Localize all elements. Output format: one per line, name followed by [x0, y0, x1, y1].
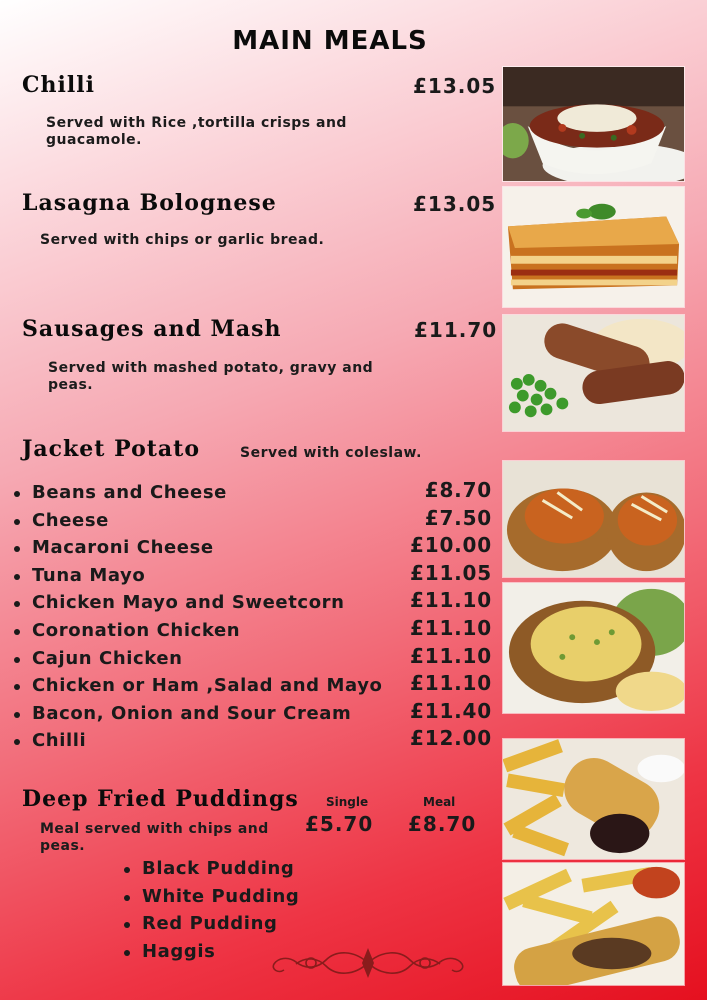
sausages-photo [502, 314, 685, 432]
lasagna-photo [502, 186, 685, 308]
meal-label: Meal [423, 795, 456, 809]
desc-chilli [46, 115, 347, 149]
dish-name-chilli: Chilli [22, 72, 95, 98]
jacket-potato-prices [396, 477, 492, 753]
desc-chilli-line2: guacamole. [46, 132, 142, 148]
desc-sausages-line2: peas. [48, 377, 94, 393]
list-item-price: £10.00 [410, 533, 492, 558]
desc-chilli-line1: Served with Rice ,tortilla crisps and [46, 115, 347, 131]
price-pudding-single: £5.70 [305, 812, 374, 836]
jacket-potato-cheese-photo [502, 582, 685, 714]
list-item-price: £8.70 [424, 478, 492, 502]
price-pudding-meal: £8.70 [408, 812, 477, 836]
desc-puddings-line1: Meal served with chips and [40, 821, 269, 837]
list-item: Coronation Chicken [12, 617, 404, 645]
list-item-price: £11.10 [410, 671, 492, 696]
list-item-price: £11.10 [410, 588, 492, 613]
price-sausages: £11.70 [414, 318, 498, 342]
list-item: Black Pudding [122, 855, 342, 883]
list-item: Chicken Mayo and Sweetcorn [12, 589, 404, 617]
list-item-price: £11.05 [410, 560, 492, 585]
desc-lasagna: Served with chips or garlic bread. [40, 232, 325, 248]
list-item: White Pudding [122, 883, 342, 911]
chilli-photo [502, 66, 685, 182]
jacket-potato-note: Served with coleslaw. [240, 445, 422, 461]
jacket-potato-list [12, 479, 404, 755]
page-title: MAIN MEALS [232, 26, 428, 56]
list-item: Tuna Mayo [12, 562, 404, 590]
list-item-price: £7.50 [424, 505, 492, 530]
ornament-divider [266, 944, 470, 982]
jacket-potato-beans-photo [502, 460, 685, 578]
dish-name-jacket-potato: Jacket Potato [22, 436, 200, 462]
pudding-black-photo [502, 738, 685, 860]
list-item: Haggis [122, 938, 342, 966]
price-chilli: £13.05 [413, 74, 497, 98]
list-item: Macaroni Cheese [12, 534, 404, 562]
list-item-price: £11.10 [410, 643, 492, 668]
dish-name-puddings: Deep Fried Puddings [22, 786, 299, 812]
pudding-haggis-photo [502, 862, 685, 986]
list-item: Chilli [12, 727, 404, 755]
list-item: Cheese [12, 507, 404, 535]
list-item: Bacon, Onion and Sour Cream [12, 700, 404, 728]
list-item-price: £11.10 [410, 615, 492, 640]
desc-sausages-line1: Served with mashed potato, gravy and [48, 360, 374, 376]
price-lasagna: £13.05 [413, 192, 497, 216]
single-label: Single [326, 795, 369, 809]
list-item: Beans and Cheese [12, 479, 404, 507]
dish-name-lasagna: Lasagna Bolognese [22, 190, 277, 216]
list-item: Cajun Chicken [12, 645, 404, 673]
list-item-price: £12.00 [410, 726, 492, 751]
list-item: Red Pudding [122, 910, 342, 938]
desc-puddings [40, 821, 269, 855]
desc-sausages [48, 360, 373, 394]
list-item-price: £11.40 [410, 698, 492, 723]
desc-puddings-line2: peas. [40, 838, 86, 854]
dish-name-sausages: Sausages and Mash [22, 316, 282, 342]
list-item: Chicken or Ham ,Salad and Mayo [12, 672, 404, 700]
